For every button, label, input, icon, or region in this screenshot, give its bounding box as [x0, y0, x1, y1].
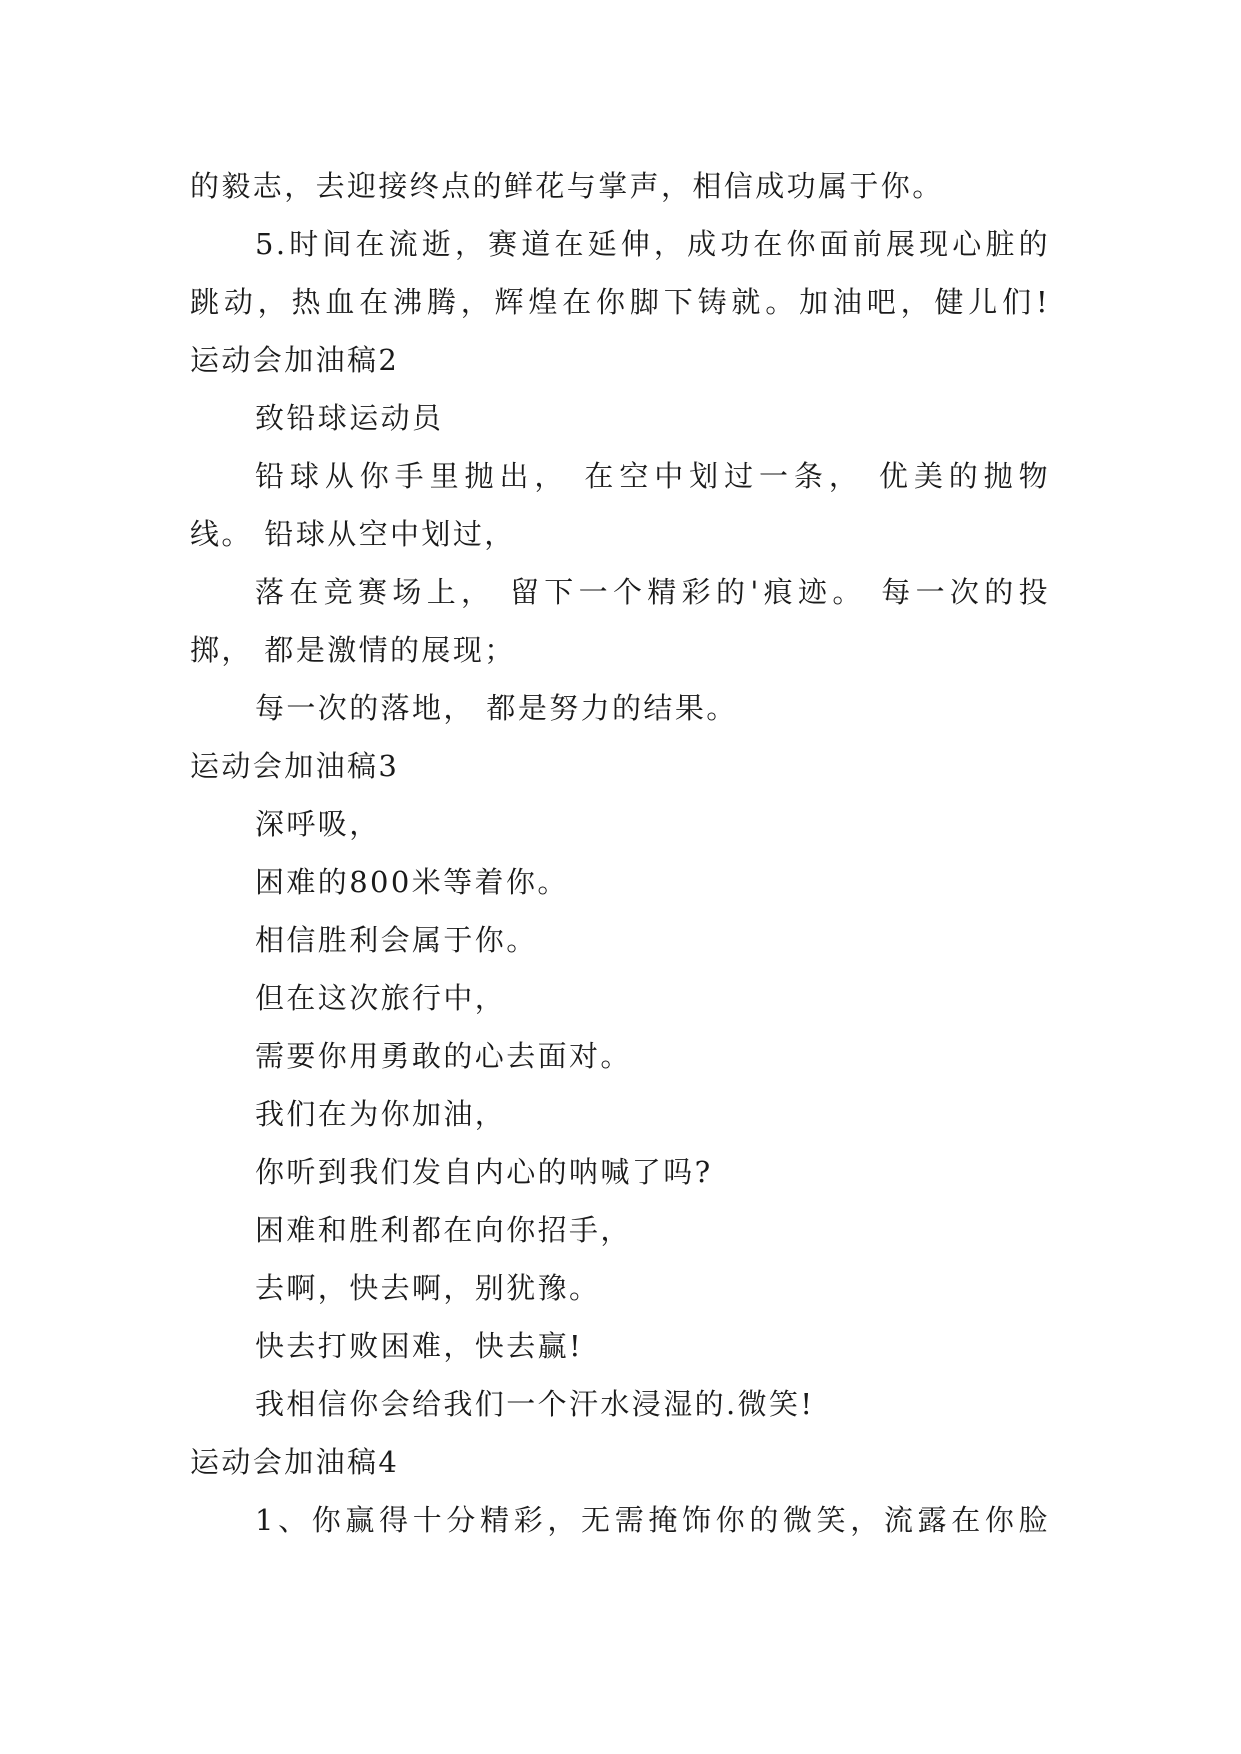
text-line: 需要你用勇敢的心去面对。 [255, 1039, 632, 1073]
text-line: 线。 铅球从空中划过， [190, 517, 516, 551]
text-line: 1、你赢得十分精彩，无需掩饰你的微笑，流露在你脸 [255, 1503, 1050, 1537]
text-line: 我相信你会给我们一个汗水浸湿的.微笑! [255, 1387, 815, 1421]
text-line: 的毅志，去迎接终点的鲜花与掌声，相信成功属于你。 [190, 169, 944, 203]
text-line: 每一次的落地， 都是努力的结果。 [255, 691, 738, 725]
section-heading: 运动会加油稿3 [190, 749, 400, 783]
text-line: 我们在为你加油， [255, 1097, 507, 1131]
text-line: 5.时间在流逝，赛道在延伸，成功在你面前展现心脏的 [255, 227, 1050, 261]
section-heading: 运动会加油稿4 [190, 1445, 400, 1479]
text-line: 铅球从你手里抛出， 在空中划过一条， 优美的抛物 [255, 459, 1050, 493]
text-line: 落在竞赛场上， 留下一个精彩的'痕迹。 每一次的投 [255, 575, 1050, 609]
text-line: 致铅球运动员 [255, 401, 444, 435]
text-line: 但在这次旅行中， [255, 981, 507, 1015]
text-line: 跳动，热血在沸腾，辉煌在你脚下铸就。加油吧，健儿们! [190, 285, 1050, 319]
text-line: 快去打败困难，快去赢! [255, 1329, 584, 1363]
text-line: 深呼吸， [255, 807, 381, 841]
text-line: 去啊，快去啊，别犹豫。 [255, 1271, 601, 1305]
text-line: 困难和胜利都在向你招手， [255, 1213, 632, 1247]
text-line: 相信胜利会属于你。 [255, 923, 538, 957]
text-line: 困难的800米等着你。 [255, 865, 569, 899]
section-heading: 运动会加油稿2 [190, 343, 400, 377]
text-line: 掷， 都是激情的展现； [190, 633, 516, 667]
text-line: 你听到我们发自内心的呐喊了吗? [255, 1155, 713, 1189]
